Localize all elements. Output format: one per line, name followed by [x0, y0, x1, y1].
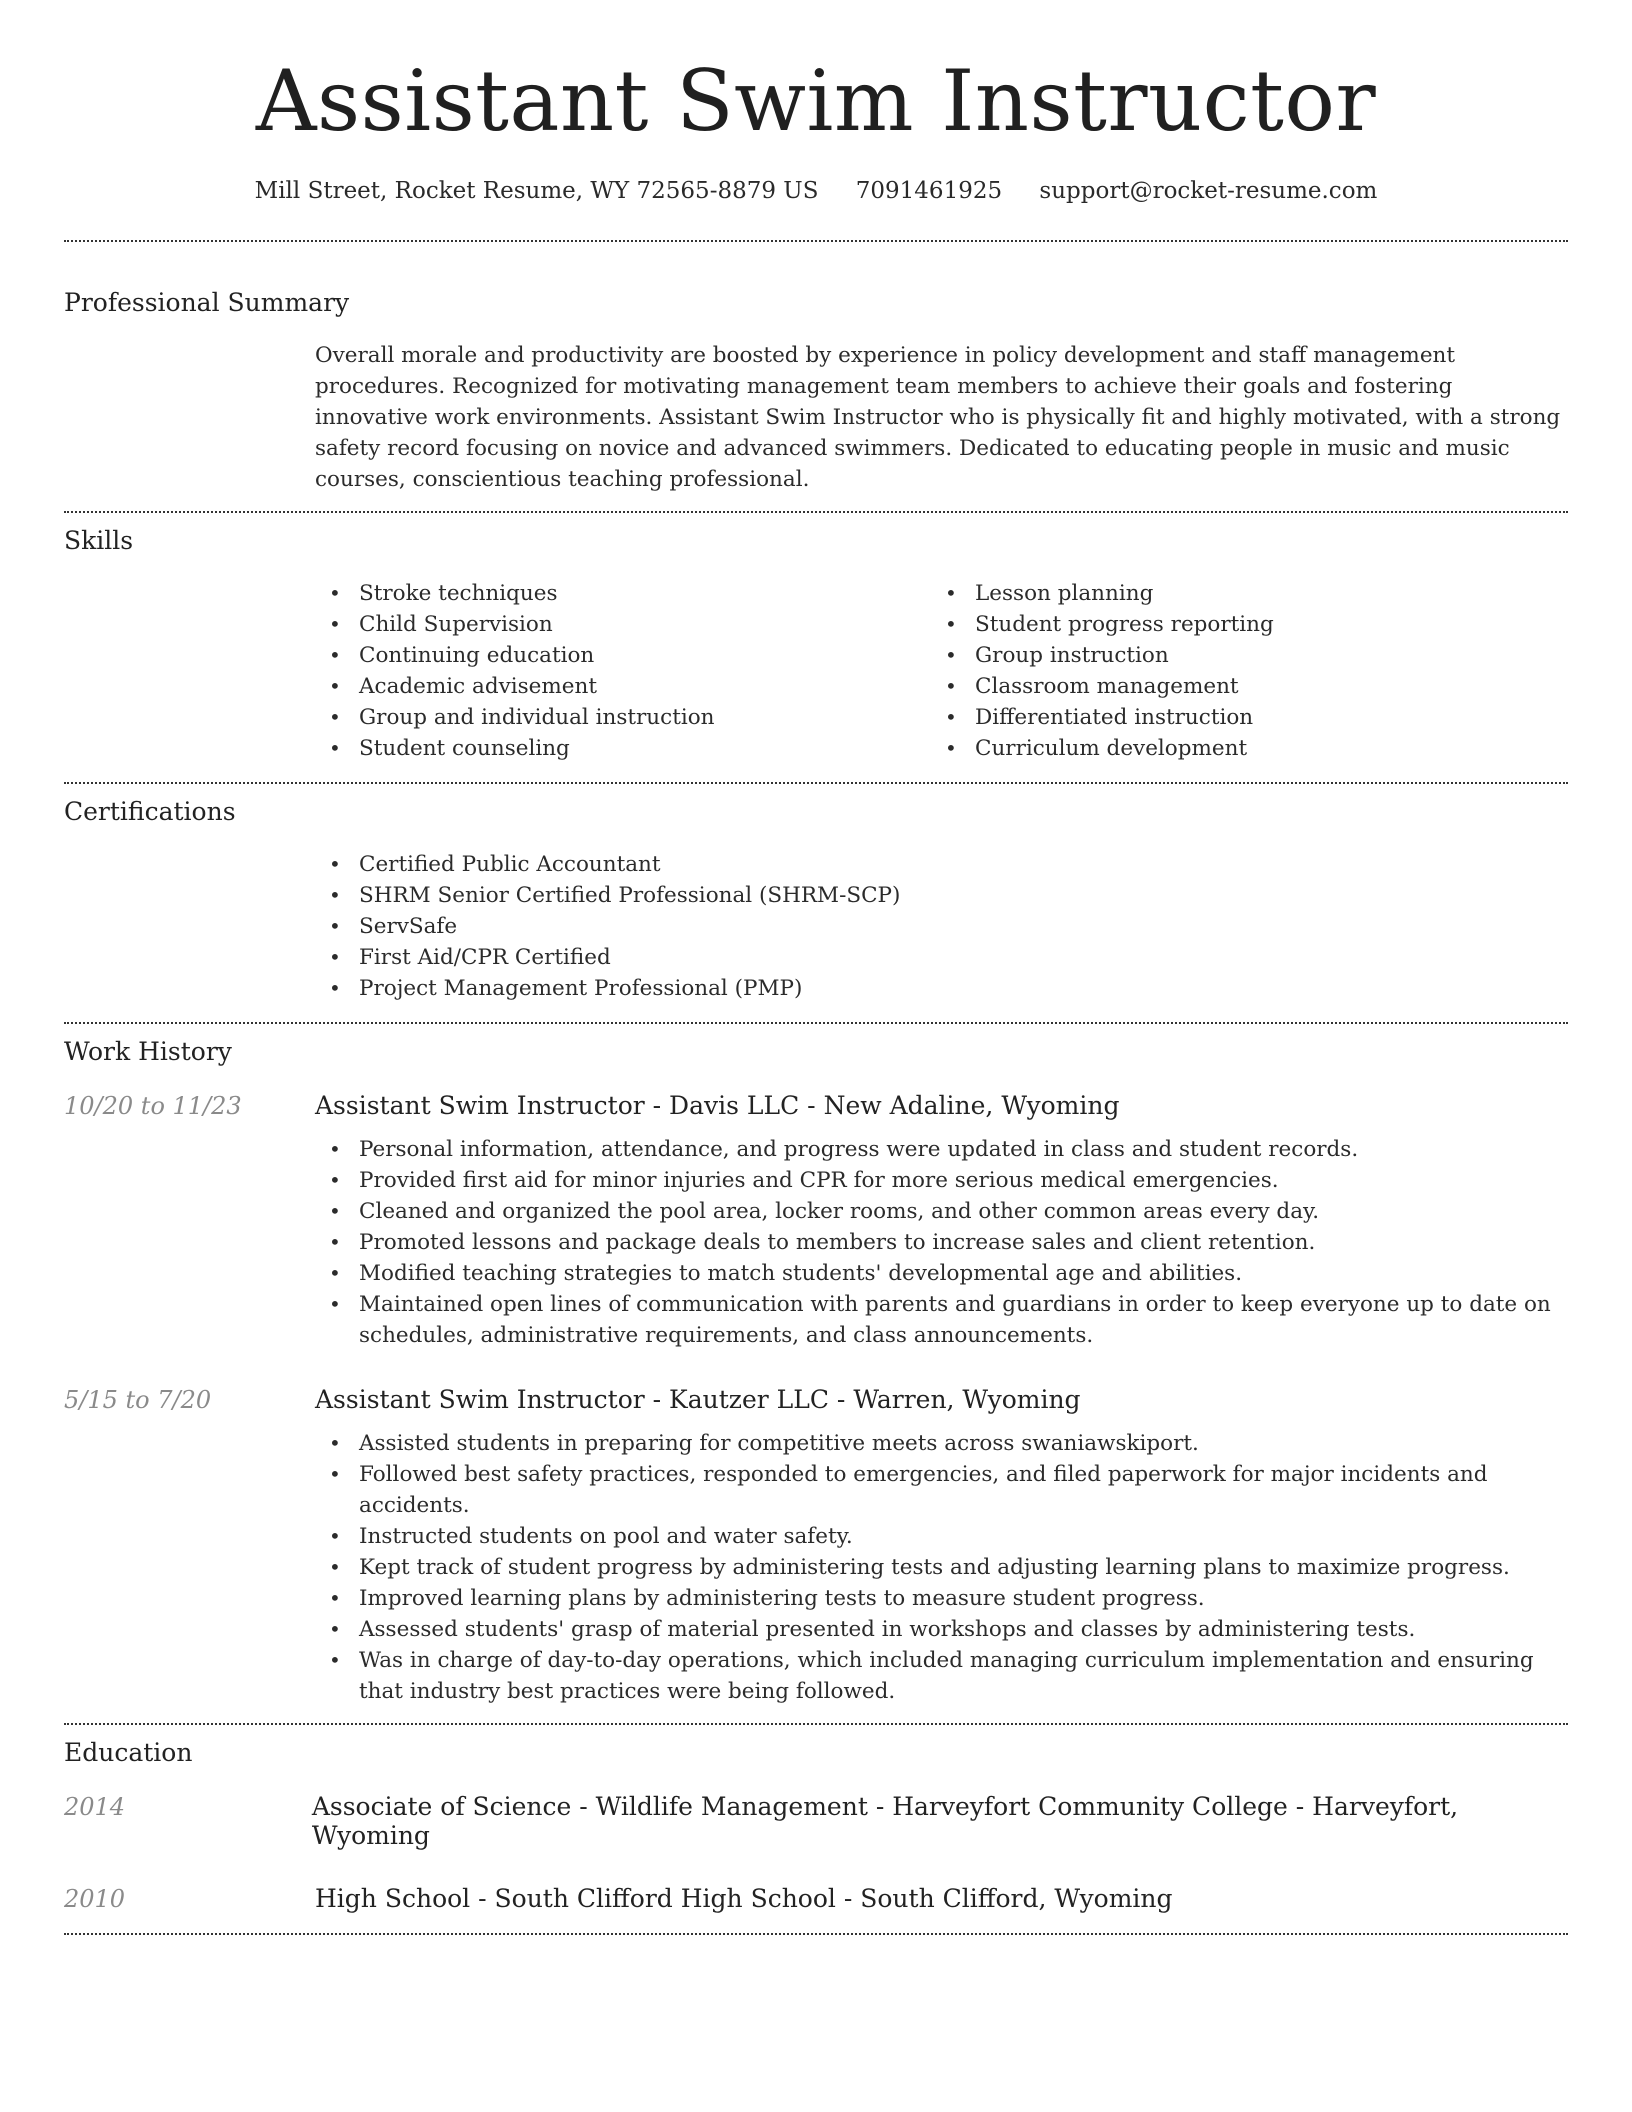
skill-item: • Curriculum development: [931, 733, 1547, 764]
divider: [64, 1723, 1568, 1725]
skill-item: • Child Supervision: [315, 609, 931, 640]
divider: [64, 1933, 1568, 1935]
skill-item: • Student counseling: [315, 733, 931, 764]
resume-name-heading: Assistant Swim Instructor: [255, 52, 1377, 150]
job-duty-item: • Assisted students in preparing for competitive meets across swaniawskiport.: [315, 1428, 1568, 1459]
job-duty-item: • Was in charge of day-to-day operations, which included managing curriculum implementation and ensuring that industry best practices were being followed.: [315, 1645, 1568, 1707]
job-duty-item: • Promoted lessons and package deals to members to increase sales and client retention.: [315, 1227, 1568, 1258]
skills-list-right: [931, 578, 1547, 764]
job-duties-list: [315, 1134, 1568, 1351]
education-year: 2010: [64, 1885, 126, 1913]
job-duty-item: • Provided first aid for minor injuries and CPR for more serious medical emergencies.: [315, 1165, 1568, 1196]
skill-item: • Group instruction: [931, 640, 1547, 671]
certification-item: • Project Management Professional (PMP): [315, 973, 1568, 1004]
contact-address: Mill Street, Rocket Resume, WY 72565-8879 US: [254, 178, 819, 204]
job-header: [64, 1385, 1568, 1414]
job-dates: 5/15 to 7/20: [64, 1386, 212, 1414]
education-details: Associate of Science - Wildlife Management - Harveyfort Community College - Harveyfort, Wyoming: [311, 1792, 1459, 1850]
job-title: Assistant Swim Instructor - Davis LLC - New Adaline, Wyoming: [315, 1091, 1120, 1120]
job-duty-item: • Modified teaching strategies to match students' developmental age and abilities.: [315, 1258, 1568, 1289]
section-title-skills: Skills: [64, 526, 134, 555]
divider: [64, 240, 1568, 242]
skill-item: • Group and individual instruction: [315, 702, 931, 733]
contact-email[interactable]: support@rocket-resume.com: [1039, 178, 1378, 204]
education-entry: [64, 1792, 1568, 1850]
section-title-summary: Professional Summary: [64, 288, 350, 317]
section-title-education: Education: [64, 1738, 193, 1767]
job-duty-item: • Personal information, attendance, and progress were updated in class and student records.: [315, 1134, 1568, 1165]
summary-text: Overall morale and productivity are boosted by experience in policy development and staff management procedures. Recognized for motivating management team members to achieve their goals and fostering innovative work environments. Assistant Swim Instructor who is physically fit and highly motivated, with a strong safety record focusing on novice and advanced swimmers. Dedicated to educating people in music and music courses, conscientious teaching professional.: [315, 343, 1561, 492]
divider: [64, 511, 1568, 513]
skills-grid: [315, 578, 1568, 764]
certification-item: • ServSafe: [315, 911, 1568, 942]
contact-phone: 7091461925: [855, 178, 1003, 204]
certifications-list: [315, 849, 1568, 1004]
divider: [64, 1022, 1568, 1024]
certification-item: • First Aid/CPR Certified: [315, 942, 1568, 973]
education-details: High School - South Clifford High School - South Clifford, Wyoming: [315, 1884, 1173, 1913]
resume-page: [64, 0, 1568, 1935]
skill-item: • Academic advisement: [315, 671, 931, 702]
job-duty-item: • Kept track of student progress by administering tests and adjusting learning plans to maximize progress.: [315, 1552, 1568, 1583]
skill-item: • Student progress reporting: [931, 609, 1547, 640]
certifications-block: [315, 849, 1568, 1004]
skill-item: • Classroom management: [931, 671, 1547, 702]
contact-line: [64, 176, 1568, 206]
section-title-certifications: Certifications: [64, 797, 236, 826]
skill-item: • Lesson planning: [931, 578, 1547, 609]
job-title: Assistant Swim Instructor - Kautzer LLC - Warren, Wyoming: [315, 1385, 1081, 1414]
job-duty-item: • Assessed students' grasp of material presented in workshops and classes by administering tests.: [315, 1614, 1568, 1645]
job-header: [64, 1091, 1568, 1120]
job-dates: 10/20 to 11/23: [64, 1092, 242, 1120]
certification-item: • SHRM Senior Certified Professional (SHRM-SCP): [315, 880, 1568, 911]
divider: [64, 782, 1568, 784]
job-duty-item: • Instructed students on pool and water safety.: [315, 1521, 1568, 1552]
education-year: 2014: [64, 1793, 126, 1821]
job-duties-list: [315, 1428, 1568, 1707]
job-duty-item: • Maintained open lines of communication with parents and guardians in order to keep everyone up to date on schedules, administrative requirements, and class announcements.: [315, 1289, 1568, 1351]
job-duties: [315, 1134, 1568, 1351]
job-duty-item: • Cleaned and organized the pool area, locker rooms, and other common areas every day.: [315, 1196, 1568, 1227]
skill-item: • Differentiated instruction: [931, 702, 1547, 733]
job-duty-item: • Followed best safety practices, responded to emergencies, and filed paperwork for major incidents and accidents.: [315, 1459, 1568, 1521]
job-duty-item: • Improved learning plans by administering tests to measure student progress.: [315, 1583, 1568, 1614]
skills-list-left: [315, 578, 931, 764]
section-title-work-history: Work History: [64, 1037, 232, 1066]
certification-item: • Certified Public Accountant: [315, 849, 1568, 880]
skill-item: • Stroke techniques: [315, 578, 931, 609]
job-duties: [315, 1428, 1568, 1707]
education-entry: [64, 1884, 1568, 1913]
skill-item: • Continuing education: [315, 640, 931, 671]
